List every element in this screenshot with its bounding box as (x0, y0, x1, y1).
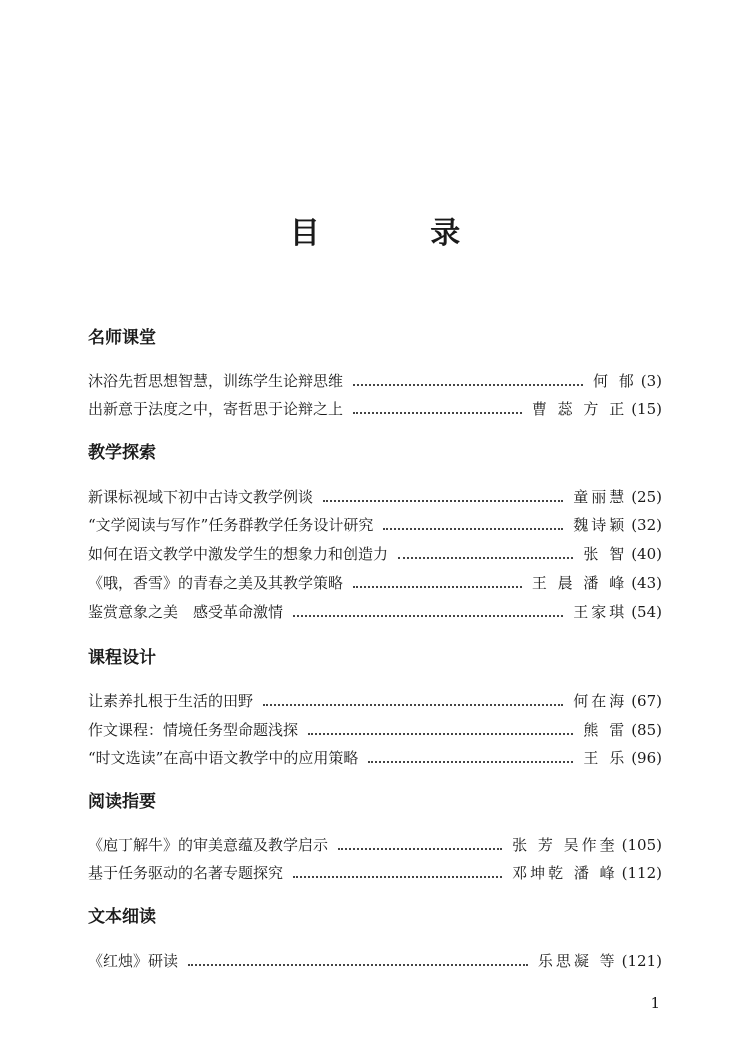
entry-author: 曹 蕊 方 正 (531, 400, 628, 418)
section-heading: 阅读指要 (88, 792, 156, 812)
entry-title: “文学阅读与写作”任务群教学任务设计研究 (88, 516, 374, 534)
entry-author: 张 智 (583, 545, 628, 563)
toc-entry[interactable] (88, 368, 662, 394)
toc-entry[interactable] (88, 832, 662, 858)
dot-leader (293, 614, 563, 617)
entry-author: 魏诗颖 (573, 516, 628, 534)
entry-title: 《红烛》研读 (88, 952, 179, 970)
entry-title: 如何在语文教学中激发学生的想象力和创造力 (88, 545, 389, 563)
dot-leader (383, 527, 563, 530)
entry-page: (43) (631, 574, 662, 592)
toc-entry[interactable] (88, 484, 662, 510)
dot-leader (263, 703, 563, 706)
entry-title: 《哦，香雪》的青春之美及其教学策略 (88, 574, 344, 592)
entry-page: (112) (621, 864, 662, 882)
entry-author: 童丽慧 (573, 488, 628, 506)
entry-title: 鉴赏意象之美 感受革命激情 (88, 603, 284, 621)
entry-title: “时文选读”在高中语文教学中的应用策略 (88, 749, 359, 767)
section-heading: 名师课堂 (88, 328, 156, 348)
page-number: 1 (650, 994, 660, 1012)
dot-leader (338, 847, 502, 850)
entry-page: (3) (640, 372, 662, 390)
toc-entry[interactable] (88, 599, 662, 625)
toc-entry[interactable] (88, 688, 662, 714)
entry-title: 新课标视域下初中古诗文教学例谈 (88, 488, 314, 506)
dot-leader (353, 585, 522, 588)
entry-author: 何 郁 (592, 372, 637, 390)
toc-entry[interactable] (88, 860, 662, 886)
entry-author: 乐思凝 等 (537, 952, 618, 970)
toc-entry[interactable] (88, 948, 662, 974)
entry-page: (105) (621, 836, 662, 854)
entry-author: 王家琪 (573, 603, 628, 621)
entry-page: (32) (631, 516, 662, 534)
entry-page: (15) (631, 400, 662, 418)
section-heading: 教学探索 (88, 443, 156, 463)
entry-page: (67) (631, 692, 662, 710)
toc-entry[interactable] (88, 570, 662, 596)
dot-leader (188, 963, 528, 966)
toc-entry[interactable] (88, 717, 662, 743)
toc-entry[interactable] (88, 512, 662, 538)
entry-page: (96) (631, 749, 662, 767)
dot-leader (293, 875, 502, 878)
toc-entry[interactable] (88, 396, 662, 422)
entry-title: 出新意于法度之中，寄哲思于论辩之上 (88, 400, 344, 418)
entry-title: 《庖丁解牛》的审美意蕴及教学启示 (88, 836, 329, 854)
section-heading: 文本细读 (88, 907, 156, 927)
entry-page: (54) (631, 603, 662, 621)
entry-title: 基于任务驱动的名著专题探究 (88, 864, 284, 882)
entry-title: 作文课程：情境任务型命题浅探 (88, 721, 299, 739)
entry-author: 邓坤乾 潘 峰 (512, 864, 618, 882)
entry-title: 让素养扎根于生活的田野 (88, 692, 254, 710)
entry-page: (25) (631, 488, 662, 506)
entry-author: 王 晨 潘 峰 (531, 574, 628, 592)
section-heading: 课程设计 (88, 648, 156, 668)
entry-author: 张 芳 吴作奎 (512, 836, 618, 854)
entry-author: 何在海 (573, 692, 628, 710)
entry-author: 王 乐 (583, 749, 628, 767)
dot-leader (368, 760, 573, 763)
entry-page: (40) (631, 545, 662, 563)
entry-author: 熊 雷 (583, 721, 628, 739)
entry-title: 沐浴先哲思想智慧，训练学生论辩思维 (88, 372, 344, 390)
dot-leader (398, 556, 573, 559)
toc-entry[interactable] (88, 745, 662, 771)
toc-entry[interactable] (88, 541, 662, 567)
dot-leader (323, 499, 563, 502)
entry-page: (85) (631, 721, 662, 739)
dot-leader (353, 383, 583, 386)
dot-leader (353, 411, 522, 414)
entry-page: (121) (621, 952, 662, 970)
dot-leader (308, 732, 573, 735)
page-title: 目 录 (289, 216, 511, 251)
